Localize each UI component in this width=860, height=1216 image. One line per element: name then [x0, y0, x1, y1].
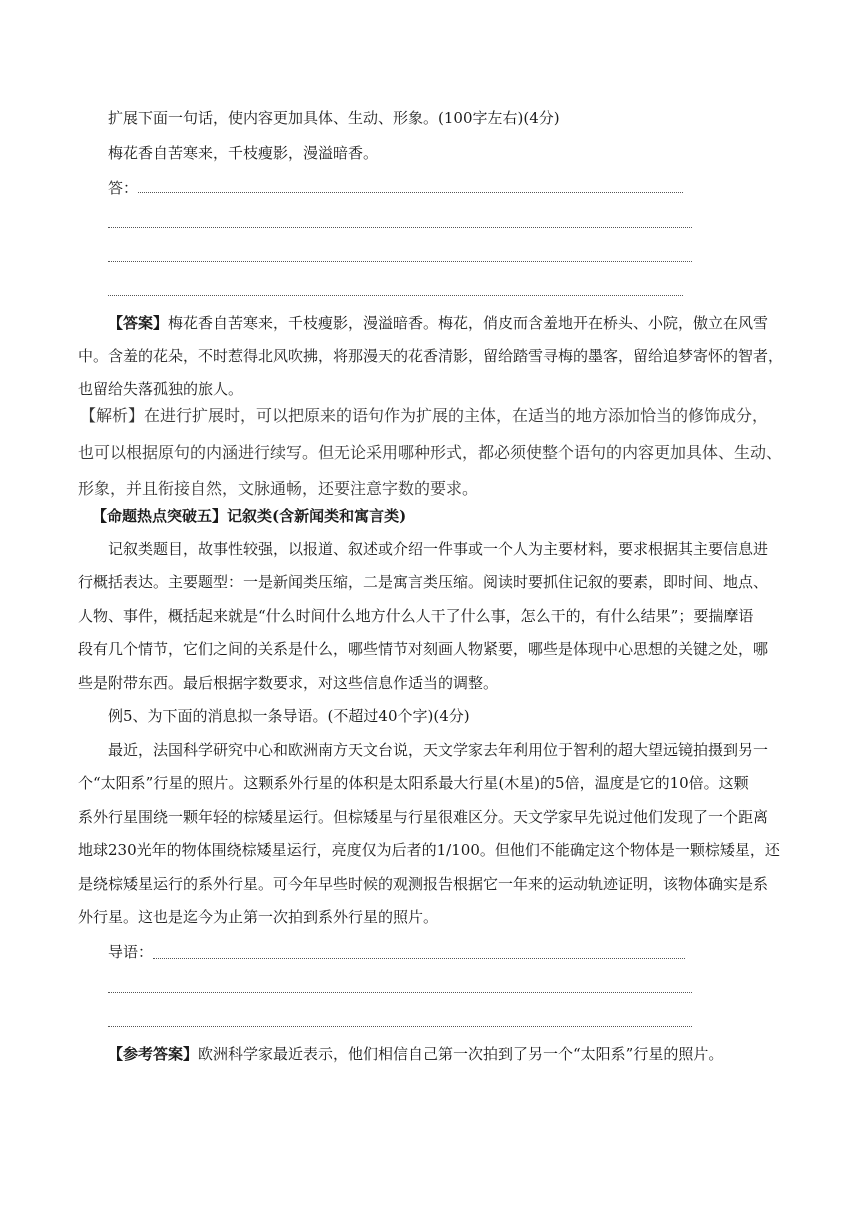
lead-blank-line[interactable] [108, 992, 692, 993]
section-line: 人物、事件，概括起来就是“什么时间什么地方什么人干了什么事，怎么干的，有什么结果”；要揣摩语 [78, 607, 754, 625]
lead-blank-line[interactable] [153, 958, 685, 959]
answer-blank-line[interactable] [108, 261, 692, 262]
analysis-line: 也可以根据原句的内涵进行续写。但无论采用哪种形式，都必须使整个语句的内容更加具体、生动、 [78, 443, 783, 462]
example-line: 是绕棕矮星运行的系外行星。可今年早些时候的观测报告根据它一年来的运动轨迹证明，该物体确实是系 [78, 875, 769, 893]
answer-line: 【答案】梅花香自苦寒来，千枝瘦影，漫溢暗香。梅花，俏皮而含羞地开在桥头、小院，傲立在风雪 [108, 314, 769, 332]
answer-blank-line[interactable] [108, 295, 683, 296]
section-heading: 【命题热点突破五】记叙类(含新闻类和寓言类) [92, 507, 407, 525]
answer-line: 也留给失落孤独的旅人。 [78, 380, 244, 398]
example-line: 系外行星围绕一颗年轻的棕矮星运行。但棕矮星与行星很难区分。天文学家早先说过他们发现了一个距离 [78, 808, 769, 826]
analysis-tag: 【解析】 [80, 406, 145, 425]
example-line: 地球230光年的物体围绕棕矮星运行，亮度仅为后者的1/100。但他们不能确定这个物体是一颗棕矮星，还 [78, 841, 780, 859]
answer-tag: 【答案】 [108, 314, 169, 332]
example-line: 最近，法国科学研究中心和欧洲南方天文台说，天文学家去年利用位于智利的超大望远镜拍摄到另一 [108, 741, 769, 759]
answer-line: 中。含羞的花朵，不时惹得北风吹拂，将那漫天的花香清影，留给踏雪寻梅的墨客，留给追梦寄怀的智者， [78, 347, 784, 365]
section-line: 行概括表达。主要题型：一是新闻类压缩，二是寓言类压缩。阅读时要抓住记叙的要素，即时间、地点、 [78, 573, 769, 591]
analysis-line: 【解析】在进行扩展时，可以把原来的语句作为扩展的主体，在适当的地方添加恰当的修饰成分， [80, 406, 769, 425]
task-instruction: 扩展下面一句话，使内容更加具体、生动、形象。(100字左右)(4分) [108, 109, 560, 127]
answer-blank-line[interactable] [108, 227, 692, 228]
lead-label: 导语： [108, 943, 154, 961]
section-line: 些是附带东西。最后根据字数要求，对这些信息作适当的调整。 [78, 674, 499, 692]
answer-label: 答： [108, 179, 139, 197]
analysis-line: 形象，并且衔接自然，文脉通畅，还要注意字数的要求。 [78, 479, 479, 498]
task-sentence: 梅花香自苦寒来，千枝瘦影，漫溢暗香。 [108, 144, 379, 162]
example-prompt: 例5、为下面的消息拟一条导语。(不超过40个字)(4分) [108, 707, 470, 725]
section-line: 段有几个情节，它们之间的关系是什么，哪些情节对刻画人物紧要，哪些是体现中心思想的关键之处，哪 [78, 640, 769, 658]
example-line: 外行星。这也是迄今为止第一次拍到系外行星的照片。 [78, 908, 439, 926]
section-line: 记叙类题目，故事性较强，以报道、叙述或介绍一件事或一个人为主要材料，要求根据其主要信息进 [108, 540, 769, 558]
answer-blank-line[interactable] [138, 192, 683, 193]
lead-blank-line[interactable] [108, 1026, 692, 1027]
reference-answer: 【参考答案】欧洲科学家最近表示，他们相信自己第一次拍到了另一个“太阳系”行星的照片。 [108, 1045, 724, 1063]
example-line: 个“太阳系”行星的照片。这颗系外行星的体积是太阳系最大行星(木星)的5倍，温度是它的10倍。这颗 [78, 774, 749, 792]
reference-tag: 【参考答案】 [108, 1045, 199, 1063]
